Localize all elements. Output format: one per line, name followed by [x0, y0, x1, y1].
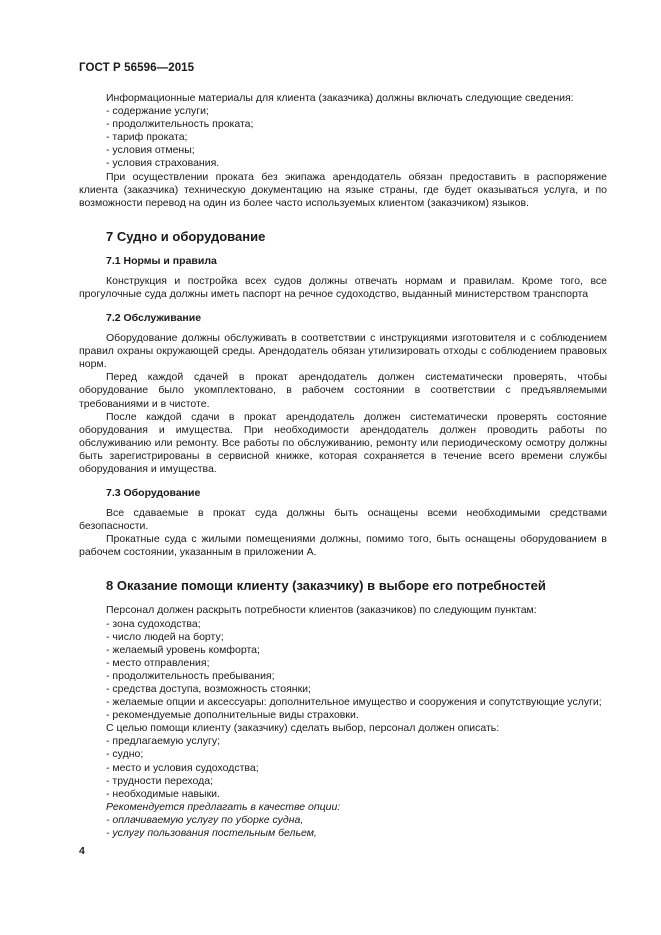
list-item: - продолжительность пребывания; — [106, 669, 275, 682]
list-item: - необходимые навыки. — [106, 787, 220, 800]
list-item: - средства доступа, возможность стоянки; — [106, 683, 311, 695]
list-item: - оплачиваемую услугу по уборке судна, — [106, 813, 304, 826]
list-item: - зона судоходства; — [106, 617, 201, 630]
subsection-7-3-title: 7.3 Оборудование — [106, 487, 201, 500]
list-item: - судно; — [106, 748, 144, 761]
list-item: - содержание услуги; — [106, 105, 209, 118]
list-item: - трудности перехода; — [106, 774, 214, 787]
intro-lead: Информационные материалы для клиента (заказчика) должны включать следующие сведения: — [106, 92, 574, 104]
document-body — [79, 92, 607, 840]
list-item: - условия страхования. — [106, 157, 220, 170]
intro-paragraph: При осуществлении проката без экипажа арендодатель обязан предоставить в распоряжение клиента (заказчика) техническую документацию на языке страны, где будет оказываться услуга, и по возможности перевод на один из более часто используемых клиентом (заказчиком) языков. — [79, 170, 607, 209]
paragraph: Все сдаваемые в прокат суда должны быть оснащены всеми необходимыми средствами безопасности. — [79, 507, 607, 533]
recommendation-lead: Рекомендуется предлагать в качестве опции: — [106, 800, 341, 813]
paragraph: Перед каждой сдачей в прокат арендодатель должен систематически проверять, чтобы оборудование было укомплектовано, в рабочем состоянии в соответствии с предъявляемыми требованиями и в чистоте. — [79, 371, 607, 410]
paragraph: После каждой сдачи в прокат арендодатель должен систематически проверять состояние оборудования и имущества. При необходимости арендодатель должен проводить работы по обслуживанию или ремонту. Все работы по обслуживанию, ремонту или периодическому осмотру должны быть зарегистрированы в сервисной книжке, которая сохраняется в течение всего времени службы оборудования и имущества. — [79, 410, 607, 475]
list-item: - предлагаемую услугу; — [106, 735, 221, 748]
list-item: - место отправления; — [106, 656, 210, 669]
document-header: ГОСТ Р 56596—2015 — [79, 62, 195, 74]
paragraph: Прокатные суда с жилыми помещениями должны, помимо того, быть оснащены оборудованием в рабочем состоянии, указанным в приложении А. — [79, 533, 607, 559]
list-item: - продолжительность проката; — [106, 118, 254, 131]
section-8-lead: Персонал должен раскрыть потребности клиентов (заказчиков) по следующим пунктам: — [106, 604, 537, 617]
list-item: - место и условия судоходства; — [106, 761, 259, 774]
section-8-lead-2: С целью помощи клиенту (заказчику) сделать выбор, персонал должен описать: — [106, 722, 500, 735]
paragraph: Оборудование должны обслуживать в соответствии с инструкциями изготовителя и с соблюдением правил охраны окружающей среды. Арендодатель обязан утилизировать отходы с соблюдением правовых норм. — [79, 332, 607, 371]
list-item: - желаемый уровень комфорта; — [106, 643, 260, 656]
section-8-title: 8 Оказание помощи клиенту (заказчику) в выборе его потребностей — [106, 578, 546, 594]
list-item: - тариф проката; — [106, 131, 188, 144]
page-number: 4 — [79, 845, 85, 857]
list-item: - желаемые опции и аксессуары: дополнительное имущество и сооружения и сопутствующие услуги; — [106, 696, 602, 709]
list-item: - услугу пользования постельным бельем, — [106, 827, 317, 840]
paragraph: Конструкция и постройка всех судов должны отвечать нормам и правилам. Кроме того, все прогулочные суда должны иметь паспорт на речное судоходство, выданный министерством транспорта — [79, 274, 607, 300]
list-item: - условия отмены; — [106, 144, 195, 157]
section-7-title: 7 Судно и оборудование — [106, 228, 266, 244]
list-item: - число людей на борту; — [106, 630, 224, 643]
subsection-7-1-title: 7.1 Нормы и правила — [106, 254, 217, 267]
subsection-7-2-title: 7.2 Обслуживание — [106, 312, 202, 325]
list-item: - рекомендуемые дополнительные виды страховки. — [106, 709, 359, 722]
